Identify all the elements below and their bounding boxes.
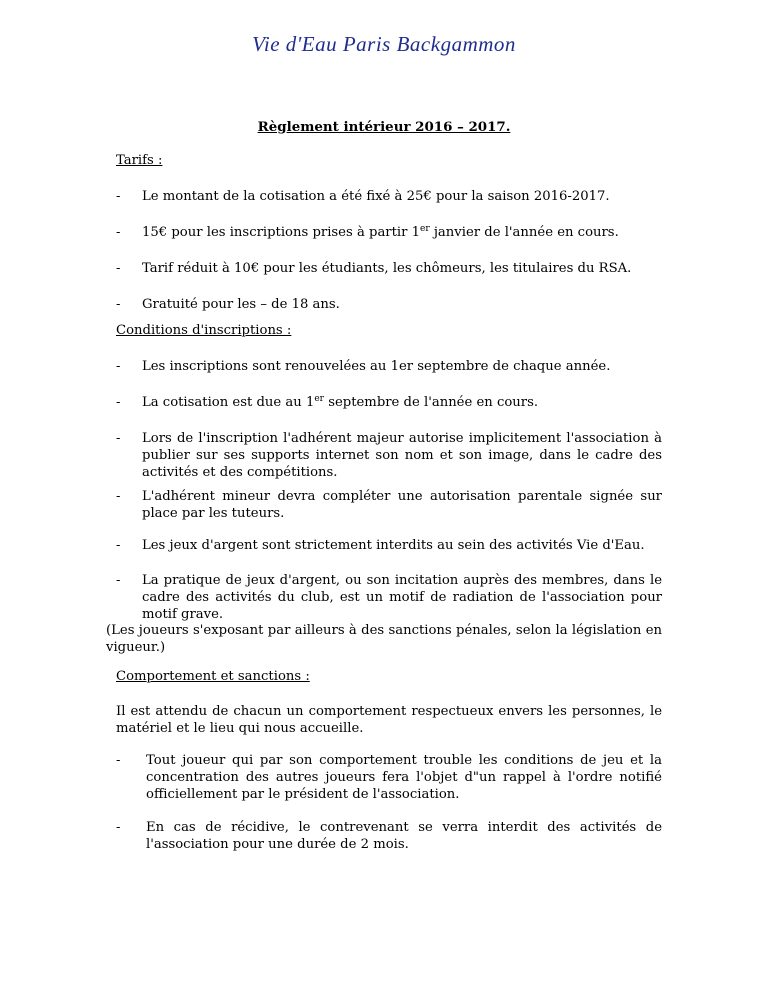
bullet-dash: - — [116, 395, 121, 410]
bullet-dash: - — [116, 431, 121, 446]
bullet-dash: - — [116, 489, 121, 504]
list-item-text: Gratuité pour les – de 18 ans. — [142, 297, 340, 312]
section-heading-comportement: Comportement et sanctions : — [116, 669, 310, 684]
bullet-dash: - — [116, 189, 121, 204]
list-item — [116, 260, 662, 277]
list-item-text: Tout joueur qui par son comportement trouble les conditions de jeu et la concentration des autres joueurs fera l'objet d"un rappel à l'ordre notifié officiellement par le président de l'association. — [146, 753, 662, 802]
list-item — [116, 430, 662, 481]
list-item — [116, 188, 662, 205]
list-item — [116, 394, 662, 411]
list-item — [116, 572, 662, 623]
list-item-text: La pratique de jeux d'argent, ou son incitation auprès des membres, dans le cadre des activités du club, est un motif de radiation de l'association pour motif grave. — [142, 573, 662, 622]
bullet-dash: - — [116, 753, 121, 768]
list-item-text: La cotisation est due au 1er septembre de l'année en cours. — [142, 394, 539, 410]
bullet-dash: - — [116, 297, 121, 312]
bullet-dash: - — [116, 573, 121, 588]
bullet-dash: - — [116, 538, 121, 553]
list-item-text: Lors de l'inscription l'adhérent majeur autorise implicitement l'association à publier sur ses supports internet son nom et son image, dans le cadre des activités et des compétitions. — [142, 431, 662, 480]
section-heading-conditions: Conditions d'inscriptions : — [116, 323, 292, 338]
bullet-dash: - — [116, 261, 121, 276]
list-item — [116, 358, 662, 375]
bullet-dash: - — [116, 225, 121, 240]
list-item — [116, 537, 662, 554]
list-item — [116, 224, 662, 241]
list-item-text: En cas de récidive, le contrevenant se verra interdit des activités de l'association pour une durée de 2 mois. — [146, 820, 662, 852]
list-item-text: 15€ pour les inscriptions prises à partir 1er janvier de l'année en cours. — [142, 224, 619, 240]
legal-note: (Les joueurs s'exposant par ailleurs à des sanctions pénales, selon la législation en vigueur.) — [106, 623, 662, 655]
club-logo-header: Vie d'Eau Paris Backgammon — [252, 32, 516, 56]
bullet-dash: - — [116, 820, 121, 835]
list-item-text: L'adhérent mineur devra compléter une autorisation parentale signée sur place par les tuteurs. — [142, 489, 662, 521]
list-item-text: Les inscriptions sont renouvelées au 1er septembre de chaque année. — [142, 359, 611, 374]
list-item — [116, 819, 662, 853]
list-item — [116, 752, 662, 803]
list-item-text: Tarif réduit à 10€ pour les étudiants, les chômeurs, les titulaires du RSA. — [142, 261, 632, 276]
list-item-text: Les jeux d'argent sont strictement interdits au sein des activités Vie d'Eau. — [142, 538, 645, 553]
superscript: er — [314, 394, 324, 404]
document-title: Règlement intérieur 2016 – 2017. — [257, 119, 511, 135]
list-item-text: Le montant de la cotisation a été fixé à 25€ pour la saison 2016-2017. — [142, 189, 610, 204]
section-heading-tarifs: Tarifs : — [116, 153, 163, 168]
comportement-intro: Il est attendu de chacun un comportement respectueux envers les personnes, le matériel et le lieu qui nous accueille. — [116, 704, 662, 736]
bullet-dash: - — [116, 359, 121, 374]
list-item — [116, 488, 662, 522]
superscript: er — [420, 224, 430, 234]
list-item — [116, 296, 662, 313]
